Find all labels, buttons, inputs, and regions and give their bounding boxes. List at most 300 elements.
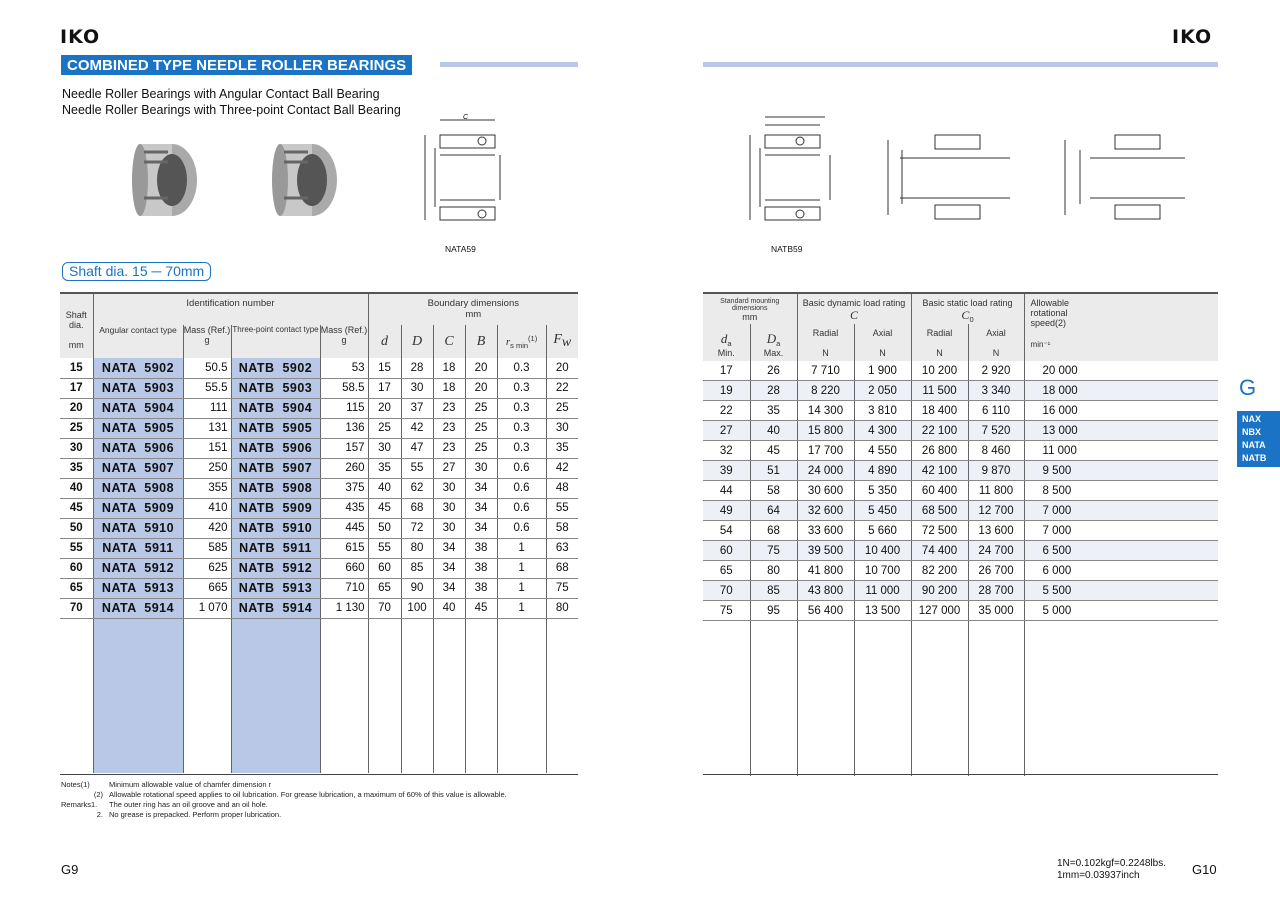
d-cell: 15 (368, 358, 401, 378)
dyn-radial-cell: 7 710 (797, 361, 854, 381)
natb-mass-cell: 157 (320, 438, 368, 458)
table-row (703, 361, 1218, 381)
table-row (60, 478, 578, 498)
header-dyn-radial: Radial (812, 327, 839, 338)
header-dynamic: Basic dynamic load rating (802, 298, 906, 308)
rs-min-cell: 1 (497, 598, 546, 618)
Da-max-cell: 75 (750, 541, 797, 561)
table-row (703, 461, 1218, 481)
page-number-left: G9 (61, 862, 79, 877)
B-cell: 20 (465, 378, 497, 398)
dyn-radial-cell: 17 700 (797, 441, 854, 461)
caption-nata59: NATA59 (445, 244, 476, 254)
B-cell: 45 (465, 598, 497, 618)
stat-radial-cell: 42 100 (911, 461, 968, 481)
dyn-axial-cell: 10 700 (854, 561, 911, 581)
nata-id-cell: NATA 5907 (93, 458, 183, 478)
natb-mass-cell: 660 (320, 558, 368, 578)
fw-cell: 30 (546, 418, 578, 438)
Da-max-cell: 51 (750, 461, 797, 481)
fw-cell: 63 (546, 538, 578, 558)
fw-cell: 35 (546, 438, 578, 458)
header-speed-unit: min⁻¹ (1030, 340, 1051, 349)
Da-max-cell: 45 (750, 441, 797, 461)
D-cell: 85 (401, 558, 433, 578)
stat-radial-cell: 10 200 (911, 361, 968, 381)
da-min-cell: 65 (703, 561, 750, 581)
fw-cell: 48 (546, 478, 578, 498)
filler-cell (703, 621, 750, 776)
nata-id-cell: NATA 5913 (93, 578, 183, 598)
speed-cell: 6 500 (1024, 541, 1218, 561)
header-Da: D (766, 331, 777, 346)
da-min-cell: 49 (703, 501, 750, 521)
header-C: C (433, 325, 465, 358)
nata-mass-cell: 151 (183, 438, 231, 458)
shaft-dia-cell: 20 (60, 398, 93, 418)
nata-mass-cell: 55.5 (183, 378, 231, 398)
stat-radial-cell: 68 500 (911, 501, 968, 521)
header-static: Basic static load rating (922, 298, 1013, 308)
d-cell: 65 (368, 578, 401, 598)
nata-mass-cell: 131 (183, 418, 231, 438)
side-tab-natb[interactable]: NATB (1242, 453, 1267, 463)
dyn-axial-cell: 11 000 (854, 581, 911, 601)
note-text: The outer ring has an oil groove and an oil hole. (109, 800, 268, 809)
natb-mass-cell: 115 (320, 398, 368, 418)
stat-radial-cell: 60 400 (911, 481, 968, 501)
d-cell: 45 (368, 498, 401, 518)
nata-id-cell: NATA 5912 (93, 558, 183, 578)
side-tab-nbx[interactable]: NBX (1242, 427, 1262, 437)
header-mounting: Standard mounting dimensions (720, 298, 780, 312)
D-cell: 55 (401, 458, 433, 478)
stat-axial-cell: 12 700 (968, 501, 1024, 521)
speed-cell: 7 000 (1024, 521, 1218, 541)
table-row (60, 498, 578, 518)
side-tab-nax[interactable]: NAX (1242, 414, 1262, 424)
d-cell: 50 (368, 518, 401, 538)
nata-mass-cell: 355 (183, 478, 231, 498)
side-tab-letter: G (1239, 375, 1257, 400)
da-min-cell: 75 (703, 601, 750, 621)
filler-cell (465, 618, 497, 773)
da-min-cell: 70 (703, 581, 750, 601)
header-identification: Identification number (93, 293, 368, 325)
B-cell: 38 (465, 558, 497, 578)
speed-cell: 7 000 (1024, 501, 1218, 521)
C-cell: 30 (433, 498, 465, 518)
stat-axial-cell: 6 110 (968, 401, 1024, 421)
shaft-dia-cell: 30 (60, 438, 93, 458)
table-row (703, 381, 1218, 401)
table-row (703, 401, 1218, 421)
stat-axial-cell: 11 800 (968, 481, 1024, 501)
fw-cell: 20 (546, 358, 578, 378)
da-min-cell: 22 (703, 401, 750, 421)
dyn-radial-cell: 41 800 (797, 561, 854, 581)
C-cell: 23 (433, 438, 465, 458)
fw-cell: 58 (546, 518, 578, 538)
table-row (703, 601, 1218, 621)
C-cell: 34 (433, 558, 465, 578)
dyn-radial-cell: 14 300 (797, 401, 854, 421)
shaft-dia-cell: 70 (60, 598, 93, 618)
natb-mass-cell: 445 (320, 518, 368, 538)
shaft-dia-cell: 25 (60, 418, 93, 438)
stat-axial-cell: 9 870 (968, 461, 1024, 481)
nata-mass-cell: 410 (183, 498, 231, 518)
dyn-axial-cell: 4 890 (854, 461, 911, 481)
d-cell: 55 (368, 538, 401, 558)
shaft-dia-cell: 65 (60, 578, 93, 598)
nata-mass-cell: 50.5 (183, 358, 231, 378)
notes (61, 780, 507, 820)
shaft-dia-cell: 40 (60, 478, 93, 498)
speed-cell: 18 000 (1024, 381, 1218, 401)
conversion-force: 1N=0.102kgf=0.2248lbs. (1057, 858, 1166, 869)
Da-max-cell: 64 (750, 501, 797, 521)
side-tab-nata[interactable]: NATA (1242, 440, 1266, 450)
nata-id-cell: NATA 5906 (93, 438, 183, 458)
stat-radial-cell: 26 800 (911, 441, 968, 461)
filler-cell (750, 621, 797, 776)
shaft-dia-cell: 45 (60, 498, 93, 518)
B-cell: 20 (465, 358, 497, 378)
filler-cell (546, 618, 578, 773)
dyn-radial-cell: 43 800 (797, 581, 854, 601)
header-da: d (720, 331, 728, 346)
dyn-radial-cell: 15 800 (797, 421, 854, 441)
da-min-cell: 39 (703, 461, 750, 481)
dyn-radial-cell: 33 600 (797, 521, 854, 541)
fw-cell: 68 (546, 558, 578, 578)
da-min-cell: 60 (703, 541, 750, 561)
header-angular: Angular contact type (93, 325, 183, 358)
fw-symbol: F (553, 332, 562, 348)
dyn-axial-cell: 10 400 (854, 541, 911, 561)
D-cell: 42 (401, 418, 433, 438)
fw-cell: 80 (546, 598, 578, 618)
Da-max-cell: 68 (750, 521, 797, 541)
dyn-axial-cell: 13 500 (854, 601, 911, 621)
note-label: Notes(1) (61, 780, 90, 789)
note-line (61, 800, 507, 810)
filler-cell (968, 621, 1024, 776)
natb-mass-cell: 710 (320, 578, 368, 598)
header-r (497, 325, 546, 358)
note-label: (2) (93, 790, 103, 799)
filler-cell (401, 618, 433, 773)
table-row (703, 481, 1218, 501)
dyn-axial-cell: 4 300 (854, 421, 911, 441)
table-row (60, 458, 578, 478)
rs-min-cell: 1 (497, 538, 546, 558)
shaft-dia-cell: 55 (60, 538, 93, 558)
rs-min-cell: 0.3 (497, 398, 546, 418)
left-specs-table (60, 292, 578, 773)
svg-text:C: C (463, 114, 469, 121)
dyn-axial-cell: 1 900 (854, 361, 911, 381)
side-index-tab[interactable] (1237, 375, 1280, 467)
da-min-cell: 19 (703, 381, 750, 401)
note-text: Allowable rotational speed applies to oil lubrication. For grease lubrication, a maximum of 60% of this value is allowable. (109, 790, 507, 799)
table-row (60, 558, 578, 578)
dyn-radial-cell: 32 600 (797, 501, 854, 521)
filler-cell (183, 618, 231, 773)
rs-min-cell: 0.6 (497, 458, 546, 478)
speed-cell: 20 000 (1024, 361, 1218, 381)
d-cell: 17 (368, 378, 401, 398)
nata-id-cell: NATA 5910 (93, 518, 183, 538)
natb-id-cell: NATB 5908 (231, 478, 320, 498)
shaft-dia-cell: 60 (60, 558, 93, 578)
Da-max-cell: 58 (750, 481, 797, 501)
B-cell: 25 (465, 418, 497, 438)
B-cell: 25 (465, 398, 497, 418)
header-dynamic-symbol: C (850, 308, 859, 322)
note-label: Remarks1. (61, 800, 98, 809)
Da-max-cell: 85 (750, 581, 797, 601)
B-cell: 34 (465, 478, 497, 498)
table-row (60, 438, 578, 458)
stat-axial-cell: 26 700 (968, 561, 1024, 581)
stat-radial-cell: 127 000 (911, 601, 968, 621)
unit-conversion (1057, 858, 1166, 882)
dyn-radial-cell: 39 500 (797, 541, 854, 561)
d-cell: 30 (368, 438, 401, 458)
stat-axial-cell: 7 520 (968, 421, 1024, 441)
speed-cell: 9 500 (1024, 461, 1218, 481)
note-line (61, 810, 507, 820)
stat-radial-cell: 90 200 (911, 581, 968, 601)
header-shaft: Shaft dia. (65, 310, 87, 330)
d-cell: 20 (368, 398, 401, 418)
table-row (60, 398, 578, 418)
C-cell: 34 (433, 538, 465, 558)
rs-min-cell: 0.3 (497, 418, 546, 438)
shaft-dia-cell: 35 (60, 458, 93, 478)
D-cell: 100 (401, 598, 433, 618)
natb-mass-cell: 136 (320, 418, 368, 438)
filler-cell (433, 618, 465, 773)
Da-max-cell: 80 (750, 561, 797, 581)
header-D: D (401, 325, 433, 358)
natb-id-cell: NATB 5909 (231, 498, 320, 518)
header-mass-1: Mass (Ref.) g (183, 325, 231, 358)
filler-cell (497, 618, 546, 773)
nata-id-cell: NATA 5914 (93, 598, 183, 618)
Da-max-cell: 40 (750, 421, 797, 441)
r-note: (1) (528, 333, 538, 343)
note-text: No grease is prepacked. Perform proper lubrication. (109, 810, 282, 819)
C-cell: 40 (433, 598, 465, 618)
rs-min-cell: 1 (497, 558, 546, 578)
header-unit: N (936, 347, 943, 358)
fw-subscript: w (561, 334, 572, 350)
table-row (703, 581, 1218, 601)
stat-axial-cell: 8 460 (968, 441, 1024, 461)
natb-mass-cell: 375 (320, 478, 368, 498)
C-cell: 30 (433, 518, 465, 538)
header-dyn-axial: Axial (872, 327, 893, 338)
header-three-point: Three-point contact type (231, 325, 320, 358)
header-boundary: Boundary dimensions (427, 298, 519, 309)
note-text: Minimum allowable value of chamfer dimension r (109, 780, 272, 789)
natb-id-cell: NATB 5911 (231, 538, 320, 558)
filler-cell (368, 618, 401, 773)
shaft-range-label: Shaft dia. 15 ─ 70mm (62, 262, 211, 281)
filler-cell (911, 621, 968, 776)
nata-id-cell: NATA 5902 (93, 358, 183, 378)
natb-id-cell: NATB 5914 (231, 598, 320, 618)
table-row (60, 598, 578, 618)
dyn-radial-cell: 30 600 (797, 481, 854, 501)
Da-max-cell: 35 (750, 401, 797, 421)
header-stat-radial: Radial (926, 327, 953, 338)
D-cell: 68 (401, 498, 433, 518)
natb-mass-cell: 615 (320, 538, 368, 558)
Da-max-cell: 26 (750, 361, 797, 381)
subtitle-1: Needle Roller Bearings with Angular Contact Ball Bearing (62, 87, 380, 101)
header-da-sub: a (727, 338, 732, 348)
B-cell: 38 (465, 538, 497, 558)
table-row (703, 441, 1218, 461)
mounting-drawing-1 (880, 120, 1020, 240)
nata-id-cell: NATA 5911 (93, 538, 183, 558)
natb-bearing-photo (270, 140, 340, 220)
header-mounting-unit: mm (742, 312, 758, 322)
dyn-axial-cell: 5 660 (854, 521, 911, 541)
dyn-axial-cell: 5 450 (854, 501, 911, 521)
nata-id-cell: NATA 5904 (93, 398, 183, 418)
da-min-cell: 44 (703, 481, 750, 501)
d-cell: 60 (368, 558, 401, 578)
table-row (60, 578, 578, 598)
stat-radial-cell: 72 500 (911, 521, 968, 541)
da-min-cell: 27 (703, 421, 750, 441)
header-shaft-unit: mm (68, 340, 84, 350)
natb-id-cell: NATB 5903 (231, 378, 320, 398)
da-min-cell: 17 (703, 361, 750, 381)
d-cell: 40 (368, 478, 401, 498)
filler-cell (320, 618, 368, 773)
da-min-cell: 54 (703, 521, 750, 541)
fw-cell: 42 (546, 458, 578, 478)
nata59-drawing (405, 110, 515, 240)
filler-cell (231, 618, 320, 773)
table-row (703, 521, 1218, 541)
nata-mass-cell: 1 070 (183, 598, 231, 618)
stat-axial-cell: 2 920 (968, 361, 1024, 381)
filler-row (703, 621, 1218, 776)
header-unit: N (992, 347, 1000, 358)
speed-cell: 8 500 (1024, 481, 1218, 501)
r-symbol: r (505, 335, 511, 348)
C-cell: 23 (433, 418, 465, 438)
natb-mass-cell: 260 (320, 458, 368, 478)
speed-cell: 11 000 (1024, 441, 1218, 461)
table-row (703, 561, 1218, 581)
page-number-right: G10 (1192, 862, 1217, 877)
filler-cell (854, 621, 911, 776)
speed-cell: 6 000 (1024, 561, 1218, 581)
rs-min-cell: 0.6 (497, 478, 546, 498)
header-stat-axial: Axial (986, 327, 1006, 338)
note-line (61, 790, 507, 800)
D-cell: 72 (401, 518, 433, 538)
dyn-radial-cell: 56 400 (797, 601, 854, 621)
header-d: d (368, 325, 401, 358)
D-cell: 90 (401, 578, 433, 598)
natb-mass-cell: 435 (320, 498, 368, 518)
dyn-axial-cell: 3 810 (854, 401, 911, 421)
stat-axial-cell: 24 700 (968, 541, 1024, 561)
rs-min-cell: 0.3 (497, 438, 546, 458)
natb-id-cell: NATB 5905 (231, 418, 320, 438)
nata-id-cell: NATA 5903 (93, 378, 183, 398)
stat-radial-cell: 18 400 (911, 401, 968, 421)
B-cell: 30 (465, 458, 497, 478)
nata-mass-cell: 625 (183, 558, 231, 578)
C-cell: 18 (433, 358, 465, 378)
header-max: Max. (763, 347, 784, 358)
stat-radial-cell: 82 200 (911, 561, 968, 581)
table-row (60, 538, 578, 558)
speed-cell: 5 000 (1024, 601, 1218, 621)
C-cell: 30 (433, 478, 465, 498)
natb-mass-cell: 53 (320, 358, 368, 378)
mounting-drawing-2 (1055, 120, 1195, 240)
section-title: COMBINED TYPE NEEDLE ROLLER BEARINGS (61, 55, 412, 75)
natb-id-cell: NATB 5912 (231, 558, 320, 578)
filler-row (60, 618, 578, 773)
table-row (60, 358, 578, 378)
natb-id-cell: NATB 5910 (231, 518, 320, 538)
caption-natb59: NATB59 (771, 244, 803, 254)
nata-mass-cell: 585 (183, 538, 231, 558)
table-row (60, 418, 578, 438)
table-row (60, 518, 578, 538)
fw-cell: 22 (546, 378, 578, 398)
natb-id-cell: NATB 5902 (231, 358, 320, 378)
right-table-bottom-rule (703, 774, 1218, 775)
B-cell: 34 (465, 518, 497, 538)
dyn-axial-cell: 5 350 (854, 481, 911, 501)
speed-cell: 13 000 (1024, 421, 1218, 441)
nata-mass-cell: 420 (183, 518, 231, 538)
nata-mass-cell: 111 (183, 398, 231, 418)
table-row (703, 421, 1218, 441)
nata-id-cell: NATA 5909 (93, 498, 183, 518)
D-cell: 62 (401, 478, 433, 498)
table-row (60, 378, 578, 398)
stat-axial-cell: 35 000 (968, 601, 1024, 621)
B-cell: 25 (465, 438, 497, 458)
header-min: Min. (717, 347, 735, 358)
D-cell: 80 (401, 538, 433, 558)
left-table-bottom-rule (60, 774, 578, 775)
shaft-dia-cell: 17 (60, 378, 93, 398)
title-rule (440, 62, 578, 67)
r-subscript: s min (510, 340, 529, 350)
C-cell: 23 (433, 398, 465, 418)
header-static-symbol: C (961, 308, 970, 322)
shaft-dia-cell: 15 (60, 358, 93, 378)
stat-radial-cell: 22 100 (911, 421, 968, 441)
rs-min-cell: 0.3 (497, 378, 546, 398)
D-cell: 47 (401, 438, 433, 458)
